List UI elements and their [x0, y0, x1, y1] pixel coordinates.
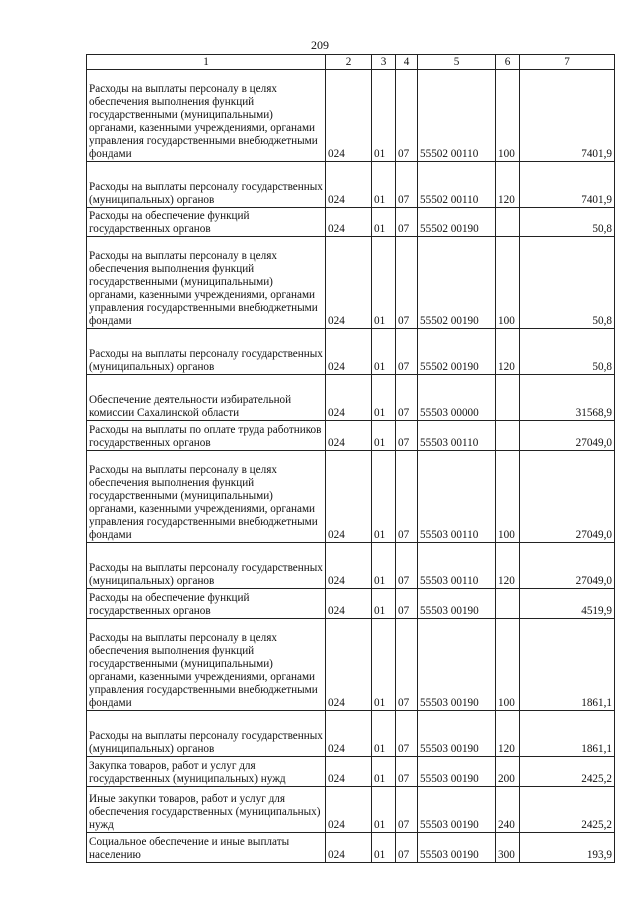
header-col-2: 2 [326, 55, 372, 70]
row-ved: 024 [326, 787, 372, 833]
row-name: Расходы на обеспечение функций государственных органов [87, 208, 326, 237]
row-vr: 120 [496, 329, 520, 375]
row-ved: 024 [326, 589, 372, 619]
table-row [87, 375, 615, 421]
row-pr: 07 [396, 451, 418, 543]
row-csr: 55503 00190 [418, 711, 496, 757]
row-rz: 01 [372, 757, 396, 787]
table-row [87, 208, 615, 237]
row-csr: 55502 00190 [418, 329, 496, 375]
row-name: Закупка товаров, работ и услуг для государственных (муниципальных) нужд [87, 757, 326, 787]
row-pr: 07 [396, 589, 418, 619]
table-row [87, 162, 615, 208]
row-name: Расходы на выплаты персоналу государственных (муниципальных) органов [87, 162, 326, 208]
budget-table [86, 54, 615, 863]
row-pr: 07 [396, 757, 418, 787]
row-csr: 55503 00190 [418, 757, 496, 787]
row-name: Расходы на выплаты по оплате труда работников государственных органов [87, 421, 326, 451]
row-name: Расходы на выплаты персоналу государственных (муниципальных) органов [87, 543, 326, 589]
row-sum: 27049,0 [520, 451, 615, 543]
row-pr: 07 [396, 619, 418, 711]
row-rz: 01 [372, 237, 396, 329]
table-header-row [87, 55, 615, 70]
row-sum: 2425,2 [520, 787, 615, 833]
row-pr: 07 [396, 208, 418, 237]
row-csr: 55503 00110 [418, 543, 496, 589]
row-pr: 07 [396, 70, 418, 162]
row-name: Расходы на выплаты персоналу в целях обеспечения выполнения функций государственными (муниципальными) органами, казенными учреждениями, органами управления государственными внебюджетными фондами [87, 70, 326, 162]
row-csr: 55502 00110 [418, 70, 496, 162]
table-row [87, 237, 615, 329]
table-row [87, 711, 615, 757]
row-ved: 024 [326, 833, 372, 863]
row-sum: 7401,9 [520, 162, 615, 208]
row-ved: 024 [326, 70, 372, 162]
header-col-7: 7 [520, 55, 615, 70]
row-ved: 024 [326, 162, 372, 208]
row-csr: 55502 00110 [418, 162, 496, 208]
row-rz: 01 [372, 329, 396, 375]
table-row [87, 589, 615, 619]
row-vr: 100 [496, 619, 520, 711]
row-csr: 55502 00190 [418, 237, 496, 329]
row-vr: 200 [496, 757, 520, 787]
row-rz: 01 [372, 70, 396, 162]
row-pr: 07 [396, 375, 418, 421]
table-row [87, 329, 615, 375]
row-pr: 07 [396, 237, 418, 329]
row-sum: 1861,1 [520, 619, 615, 711]
row-vr: 240 [496, 787, 520, 833]
row-ved: 024 [326, 375, 372, 421]
table-row [87, 757, 615, 787]
row-rz: 01 [372, 833, 396, 863]
row-ved: 024 [326, 237, 372, 329]
row-name: Расходы на выплаты персоналу государственных (муниципальных) органов [87, 711, 326, 757]
row-rz: 01 [372, 711, 396, 757]
row-vr: 100 [496, 70, 520, 162]
table-row [87, 833, 615, 863]
row-pr: 07 [396, 162, 418, 208]
row-vr [496, 589, 520, 619]
table-row [87, 70, 615, 162]
row-ved: 024 [326, 757, 372, 787]
header-col-5: 5 [418, 55, 496, 70]
row-name: Расходы на выплаты персоналу в целях обеспечения выполнения функций государственными (муниципальными) органами, казенными учреждениями, органами управления государственными внебюджетными фондами [87, 451, 326, 543]
row-rz: 01 [372, 162, 396, 208]
row-name: Расходы на выплаты персоналу в целях обеспечения выполнения функций государственными (муниципальными) органами, казенными учреждениями, органами управления государственными внебюджетными фондами [87, 237, 326, 329]
header-col-1: 1 [87, 55, 326, 70]
row-sum: 50,8 [520, 237, 615, 329]
row-pr: 07 [396, 421, 418, 451]
row-sum: 31568,9 [520, 375, 615, 421]
row-name: Расходы на выплаты персоналу государственных (муниципальных) органов [87, 329, 326, 375]
row-ved: 024 [326, 619, 372, 711]
header-col-3: 3 [372, 55, 396, 70]
row-pr: 07 [396, 833, 418, 863]
row-rz: 01 [372, 421, 396, 451]
row-sum: 193,9 [520, 833, 615, 863]
row-csr: 55503 00190 [418, 619, 496, 711]
page-number: 209 [311, 38, 329, 52]
row-name: Расходы на выплаты персоналу в целях обеспечения выполнения функций государственными (муниципальными) органами, казенными учреждениями, органами управления государственными внебюджетными фондами [87, 619, 326, 711]
row-pr: 07 [396, 787, 418, 833]
row-sum: 1861,1 [520, 711, 615, 757]
row-pr: 07 [396, 329, 418, 375]
row-csr: 55503 00110 [418, 451, 496, 543]
header-col-6: 6 [496, 55, 520, 70]
row-csr: 55503 00000 [418, 375, 496, 421]
row-sum: 4519,9 [520, 589, 615, 619]
row-ved: 024 [326, 451, 372, 543]
row-rz: 01 [372, 375, 396, 421]
row-name: Социальное обеспечение и иные выплаты населению [87, 833, 326, 863]
row-vr [496, 375, 520, 421]
row-ved: 024 [326, 421, 372, 451]
table-row [87, 787, 615, 833]
row-csr: 55503 00190 [418, 833, 496, 863]
row-ved: 024 [326, 543, 372, 589]
row-sum: 7401,9 [520, 70, 615, 162]
row-vr [496, 421, 520, 451]
row-rz: 01 [372, 543, 396, 589]
row-sum: 2425,2 [520, 757, 615, 787]
table-row [87, 543, 615, 589]
table-row [87, 619, 615, 711]
row-csr: 55502 00190 [418, 208, 496, 237]
row-vr: 100 [496, 237, 520, 329]
row-rz: 01 [372, 619, 396, 711]
row-sum: 50,8 [520, 208, 615, 237]
row-csr: 55503 00110 [418, 421, 496, 451]
row-name: Обеспечение деятельности избирательной комиссии Сахалинской области [87, 375, 326, 421]
row-rz: 01 [372, 787, 396, 833]
row-vr [496, 208, 520, 237]
table-body [87, 70, 615, 863]
row-ved: 024 [326, 711, 372, 757]
row-pr: 07 [396, 711, 418, 757]
header-col-4: 4 [396, 55, 418, 70]
row-vr: 300 [496, 833, 520, 863]
row-vr: 120 [496, 162, 520, 208]
row-sum: 50,8 [520, 329, 615, 375]
row-sum: 27049,0 [520, 543, 615, 589]
table-row [87, 421, 615, 451]
row-vr: 120 [496, 711, 520, 757]
row-ved: 024 [326, 208, 372, 237]
row-name: Расходы на обеспечение функций государственных органов [87, 589, 326, 619]
table-row [87, 451, 615, 543]
row-name: Иные закупки товаров, работ и услуг для обеспечения государственных (муниципальных) нужд [87, 787, 326, 833]
row-rz: 01 [372, 451, 396, 543]
row-pr: 07 [396, 543, 418, 589]
row-vr: 100 [496, 451, 520, 543]
row-csr: 55503 00190 [418, 787, 496, 833]
row-vr: 120 [496, 543, 520, 589]
row-rz: 01 [372, 208, 396, 237]
row-csr: 55503 00190 [418, 589, 496, 619]
row-ved: 024 [326, 329, 372, 375]
row-sum: 27049,0 [520, 421, 615, 451]
row-rz: 01 [372, 589, 396, 619]
